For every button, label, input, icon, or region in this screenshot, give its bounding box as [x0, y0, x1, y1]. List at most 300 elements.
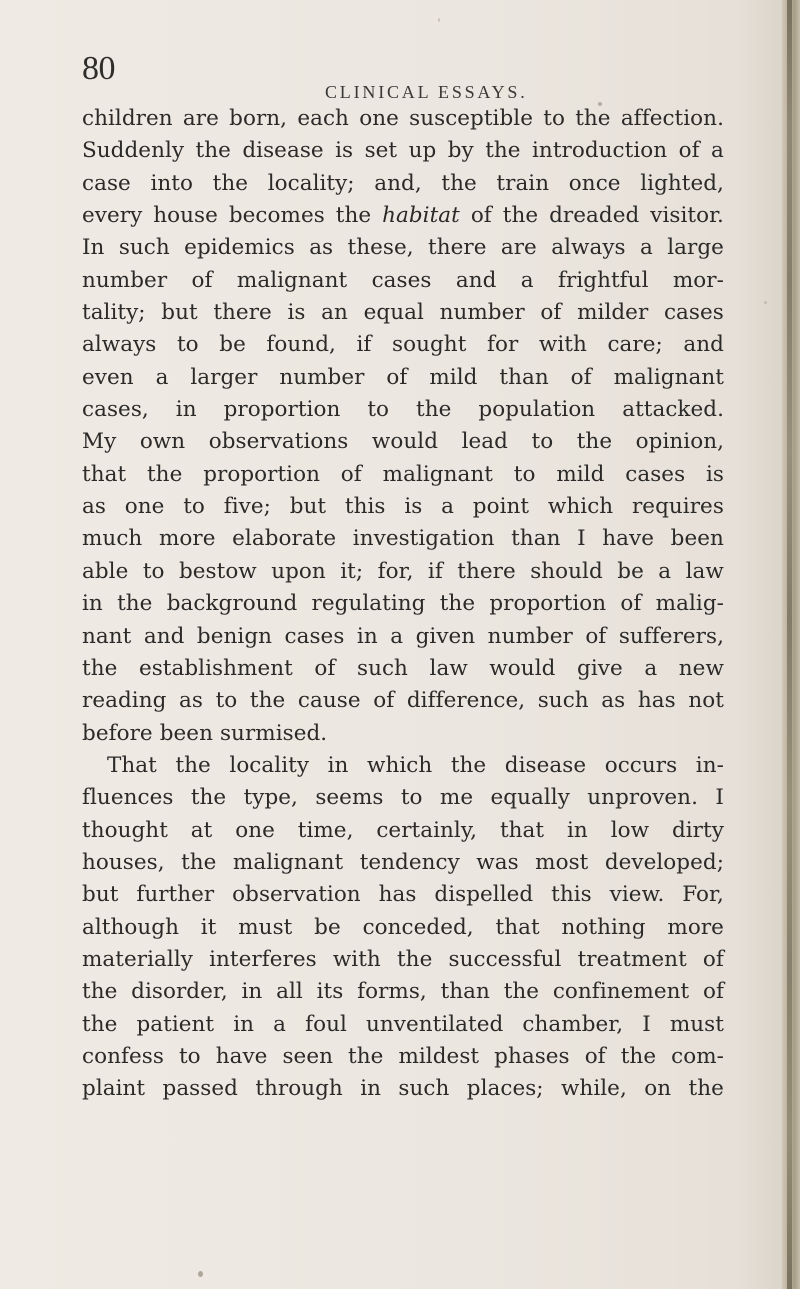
text-word: attacked. — [622, 397, 724, 423]
text-word: born, — [229, 106, 288, 131]
text-word: are — [500, 235, 537, 261]
text-word: the — [117, 591, 153, 617]
text-word: plaint — [82, 1076, 146, 1102]
text-word: I — [715, 785, 724, 811]
text-line — [82, 103, 724, 135]
text-word: a — [644, 655, 658, 681]
text-word: I — [642, 1011, 651, 1037]
text-word: malignant — [613, 364, 724, 390]
text-word: dispelled — [434, 882, 534, 908]
paper-speck — [198, 1271, 203, 1277]
text-word: the — [485, 138, 521, 164]
text-word: occurs — [604, 752, 678, 778]
text-word: as — [309, 235, 334, 261]
text-word: the — [439, 591, 476, 617]
text-word: and — [143, 623, 185, 649]
text-word: such — [537, 688, 589, 714]
text-word: a — [639, 235, 653, 261]
text-word: of — [620, 591, 642, 617]
text-word: in — [233, 1011, 255, 1037]
text-word: me — [439, 785, 474, 811]
text-word: once — [568, 170, 621, 196]
text-word: cause — [297, 688, 361, 714]
text-word: sufferers, — [618, 623, 724, 649]
text-word: benign — [196, 623, 273, 649]
text-word: I — [577, 526, 586, 552]
text-word: the — [181, 849, 217, 875]
text-word: in — [327, 752, 349, 778]
text-word: this — [344, 494, 386, 520]
text-word: of — [470, 203, 492, 229]
text-word: house — [153, 203, 218, 229]
text-word: to — [215, 688, 238, 714]
text-word: number — [487, 623, 573, 649]
text-line — [82, 653, 724, 685]
text-word: locality; — [267, 170, 355, 196]
text-word: developed; — [604, 849, 724, 875]
text-word: such — [118, 235, 170, 261]
text-word: of — [570, 364, 592, 390]
text-word: the — [450, 752, 487, 778]
text-word: malignant — [232, 849, 344, 875]
text-line — [82, 135, 724, 167]
text-line — [82, 556, 724, 588]
text-word: com- — [671, 1043, 724, 1069]
paper-speck — [764, 301, 767, 304]
text-word: the — [441, 170, 477, 196]
text-line — [82, 200, 724, 232]
text-line — [82, 426, 724, 458]
text-word: conceded, — [362, 914, 474, 940]
text-line — [82, 232, 724, 264]
text-word: regulating — [311, 591, 426, 617]
text-word: be — [314, 914, 341, 940]
text-word: places; — [466, 1076, 544, 1102]
text-word: equal — [363, 300, 424, 326]
text-word: always — [551, 235, 626, 261]
text-word: a — [711, 138, 724, 164]
text-word: there — [213, 300, 272, 326]
text-word: to — [513, 461, 536, 487]
text-line — [82, 621, 724, 653]
text-word: the — [212, 170, 249, 196]
text-line — [82, 297, 724, 329]
text-word: up — [408, 138, 437, 164]
text-word: treatment — [577, 946, 687, 972]
text-word: proportion — [203, 461, 320, 487]
text-word: malignant — [236, 267, 348, 293]
text-word: as — [179, 688, 203, 714]
text-word: the — [82, 1011, 118, 1037]
text-word: the — [396, 946, 433, 972]
text-word: and — [455, 267, 497, 293]
text-word: law — [685, 558, 724, 584]
text-word: given — [415, 623, 476, 649]
text-word: number — [279, 364, 365, 390]
text-word: observation — [232, 882, 361, 908]
text-word: frightful — [558, 267, 649, 293]
text-word: dirty — [671, 817, 724, 843]
text-word: although — [82, 914, 179, 940]
text-word: fluences — [82, 785, 174, 811]
text-word: the — [503, 979, 540, 1005]
text-word: with — [332, 946, 381, 972]
text-word: at — [190, 817, 213, 843]
text-word: as — [601, 688, 626, 714]
text-word: it — [200, 914, 217, 940]
text-word: bestow — [178, 558, 257, 584]
text-word: the — [688, 1076, 724, 1102]
text-word: seems — [315, 785, 384, 811]
text-word: sought — [392, 332, 467, 358]
text-word: one — [359, 106, 399, 131]
text-word: background — [166, 591, 298, 617]
text-word: of — [678, 138, 700, 164]
text-word: patient — [136, 1011, 215, 1037]
text-word: one — [124, 494, 165, 520]
text-word: of — [584, 1043, 606, 1069]
text-word: proportion — [223, 397, 341, 423]
text-word: set — [364, 138, 398, 164]
text-word: type, — [243, 785, 298, 811]
text-word: with — [538, 332, 587, 358]
text-word: disease — [504, 752, 587, 778]
text-word: establishment — [138, 655, 293, 681]
text-word: introduction — [532, 138, 668, 164]
page-number: 80 — [82, 50, 115, 87]
text-word: In — [82, 235, 105, 261]
text-word: susceptible — [409, 106, 533, 131]
text-word: interferes — [209, 946, 317, 972]
text-word: able — [82, 558, 129, 584]
text-word: the — [146, 461, 183, 487]
text-word: a — [520, 267, 534, 293]
text-line — [82, 1009, 724, 1041]
text-word: every — [82, 203, 143, 229]
text-word: milder — [577, 300, 649, 326]
text-word: visitor. — [650, 203, 724, 229]
text-word: cases — [663, 300, 724, 326]
text-word: successful — [448, 946, 562, 972]
text-word: been — [159, 720, 213, 746]
text-word: been — [670, 526, 724, 552]
text-line — [82, 362, 724, 394]
text-word: number — [439, 300, 525, 326]
text-word: nant — [82, 623, 132, 649]
text-word: elaborate — [232, 526, 337, 552]
text-word: if — [427, 558, 443, 584]
text-word: must — [669, 1011, 724, 1037]
text-line — [82, 1041, 724, 1073]
page-edge-dark-strip — [787, 0, 792, 1289]
text-word: observations — [208, 429, 349, 455]
text-word: mildest — [398, 1043, 480, 1069]
text-word: low — [610, 817, 650, 843]
text-word: which — [367, 752, 433, 778]
text-word: on — [644, 1076, 672, 1102]
text-word: to — [178, 1043, 201, 1069]
text-word: before — [82, 720, 153, 746]
text-word: disease — [242, 138, 324, 164]
text-line — [82, 976, 724, 1008]
text-word: the — [190, 785, 227, 811]
text-word: by — [447, 138, 474, 164]
text-word: much — [82, 526, 143, 552]
text-word: its — [316, 979, 344, 1005]
text-word: requires — [631, 494, 724, 520]
text-word: should — [530, 558, 603, 584]
text-word: are — [182, 106, 219, 131]
text-word: would — [371, 429, 439, 455]
text-word: give — [577, 655, 623, 681]
text-word: upon — [271, 558, 326, 584]
text-word: through — [255, 1076, 343, 1102]
text-word: phases — [494, 1043, 570, 1069]
text-word: to — [142, 558, 165, 584]
text-line — [82, 523, 724, 555]
text-line — [82, 588, 724, 620]
text-word: houses, — [82, 849, 165, 875]
text-word: be — [219, 332, 246, 358]
text-word: certainly, — [376, 817, 478, 843]
text-word: would — [489, 655, 556, 681]
text-word: have — [602, 526, 655, 552]
text-word: care; — [607, 332, 663, 358]
text-word: the — [502, 203, 539, 229]
text-word: habitat — [382, 203, 460, 229]
text-word: the — [575, 106, 611, 131]
text-line — [82, 750, 724, 782]
text-word: that — [499, 817, 545, 843]
text-word: but — [82, 882, 119, 908]
text-word: is — [705, 461, 724, 487]
text-word: must — [238, 914, 293, 940]
text-word: surmised. — [219, 720, 328, 746]
text-word: unproven. — [587, 785, 698, 811]
text-word: than — [511, 526, 561, 552]
text-line — [82, 1073, 724, 1105]
text-line — [82, 912, 724, 944]
text-word: That — [107, 752, 157, 778]
text-word: each — [297, 106, 349, 131]
text-line — [82, 685, 724, 717]
text-word: there — [457, 558, 516, 584]
text-word: equally — [490, 785, 570, 811]
text-word: an — [321, 300, 348, 326]
text-word: to — [183, 494, 205, 520]
text-word: to — [531, 429, 554, 455]
text-word: if — [356, 332, 372, 358]
body-text — [82, 103, 724, 1106]
text-word: is — [335, 138, 354, 164]
text-word: malig- — [655, 591, 724, 617]
text-word: such — [398, 1076, 450, 1102]
text-word: nothing — [561, 914, 646, 940]
text-word: mild — [429, 364, 478, 390]
text-word: time, — [297, 817, 354, 843]
text-word: has — [378, 882, 417, 908]
text-word: in — [241, 979, 263, 1005]
text-word: be — [617, 558, 644, 584]
text-word: a — [273, 1011, 286, 1037]
text-word: new — [678, 655, 724, 681]
text-word: cases — [371, 267, 432, 293]
text-word: as — [82, 494, 106, 520]
text-word: My — [82, 429, 117, 455]
text-word: own — [139, 429, 186, 455]
text-word: the — [416, 397, 452, 423]
text-word: the — [175, 752, 211, 778]
page-header — [0, 40, 800, 110]
text-word: lead — [461, 429, 508, 455]
text-line — [82, 265, 724, 297]
text-word: children — [82, 106, 173, 131]
text-word: of — [585, 623, 607, 649]
text-word: more — [158, 526, 216, 552]
text-word: there — [428, 235, 487, 261]
text-word: train — [496, 170, 550, 196]
text-word: five; — [223, 494, 271, 520]
text-word: point — [472, 494, 530, 520]
text-word: malignant — [382, 461, 493, 487]
text-word: mild — [556, 461, 605, 487]
text-word: of — [314, 655, 336, 681]
text-word: and — [683, 332, 724, 358]
text-word: dreaded — [549, 203, 640, 229]
text-word: found, — [266, 332, 336, 358]
text-word: mor- — [672, 267, 724, 293]
text-word: passed — [162, 1076, 238, 1102]
text-word: to — [176, 332, 199, 358]
text-line — [82, 459, 724, 491]
text-line — [82, 394, 724, 426]
text-word: of — [702, 946, 724, 972]
text-word: one — [235, 817, 275, 843]
text-word: into — [150, 170, 193, 196]
text-word: more — [667, 914, 724, 940]
running-head: CLINICAL ESSAYS. — [325, 82, 528, 102]
text-word: the — [82, 979, 118, 1005]
text-word: large — [667, 235, 724, 261]
text-word: becomes — [228, 203, 325, 229]
text-word: tendency — [359, 849, 460, 875]
text-word: a — [155, 364, 169, 390]
text-word: have — [215, 1043, 268, 1069]
text-word: population — [478, 397, 596, 423]
text-line — [82, 782, 724, 814]
text-word: affection. — [620, 106, 724, 131]
text-word: was — [476, 849, 519, 875]
paper-speck — [438, 18, 440, 22]
text-word: and, — [374, 170, 422, 196]
paper-speck — [598, 102, 602, 106]
text-word: case — [82, 170, 131, 196]
text-word: but — [289, 494, 327, 520]
text-word: foul — [305, 1011, 347, 1037]
text-word: of — [191, 267, 213, 293]
text-word: confinement — [552, 979, 690, 1005]
text-word: has — [637, 688, 676, 714]
text-line — [82, 815, 724, 847]
text-word: most — [535, 849, 589, 875]
text-word: chamber, — [522, 1011, 624, 1037]
text-word: materially — [82, 946, 193, 972]
text-word: thought — [82, 817, 168, 843]
text-word: disorder, — [131, 979, 228, 1005]
text-word: tality; — [82, 300, 146, 326]
text-word: that — [82, 461, 127, 487]
text-word: the — [249, 688, 286, 714]
text-word: of — [386, 364, 408, 390]
text-word: not — [688, 688, 724, 714]
text-word: difference, — [406, 688, 526, 714]
text-word: in — [175, 397, 197, 423]
text-word: but — [161, 300, 198, 326]
text-word: seen — [282, 1043, 333, 1069]
text-line — [82, 879, 724, 911]
text-word: opinion, — [635, 429, 724, 455]
text-word: cases, — [82, 397, 149, 423]
text-line — [82, 491, 724, 523]
text-word: the — [348, 1043, 384, 1069]
text-word: in — [360, 1076, 382, 1102]
text-word: a — [390, 623, 404, 649]
text-word: it; — [340, 558, 364, 584]
text-word: in — [566, 817, 588, 843]
text-word: even — [82, 364, 134, 390]
text-word: these, — [347, 235, 414, 261]
text-word: always — [82, 332, 157, 358]
text-word: the — [82, 655, 118, 681]
text-word: such — [356, 655, 408, 681]
text-word: than — [499, 364, 549, 390]
text-word: is — [287, 300, 306, 326]
text-word: For, — [682, 882, 724, 908]
text-word: is — [404, 494, 423, 520]
text-line — [82, 944, 724, 976]
text-word: while, — [560, 1076, 627, 1102]
text-word: of — [373, 688, 395, 714]
text-word: cases — [284, 623, 345, 649]
text-word: of — [702, 979, 724, 1005]
text-word: further — [136, 882, 215, 908]
text-word: all — [276, 979, 303, 1005]
text-word: the — [576, 429, 613, 455]
text-word: of — [340, 461, 362, 487]
text-word: for — [486, 332, 519, 358]
text-word: in — [356, 623, 378, 649]
text-word: to — [367, 397, 390, 423]
text-word: number — [82, 267, 168, 293]
text-word: in — [82, 591, 103, 617]
text-word: investigation — [352, 526, 495, 552]
text-word: this — [551, 882, 592, 908]
text-word: law — [429, 655, 468, 681]
text-word: of — [540, 300, 562, 326]
text-word: Suddenly — [82, 138, 185, 164]
text-word: a — [658, 558, 672, 584]
text-line — [82, 847, 724, 879]
text-word: locality — [229, 752, 310, 778]
text-word: lighted, — [640, 170, 724, 196]
text-line — [82, 718, 724, 750]
text-word: the — [335, 203, 372, 229]
text-word: which — [547, 494, 614, 520]
text-word: in- — [695, 752, 724, 778]
text-word: the — [195, 138, 231, 164]
text-word: the — [620, 1043, 657, 1069]
text-word: view. — [609, 882, 665, 908]
